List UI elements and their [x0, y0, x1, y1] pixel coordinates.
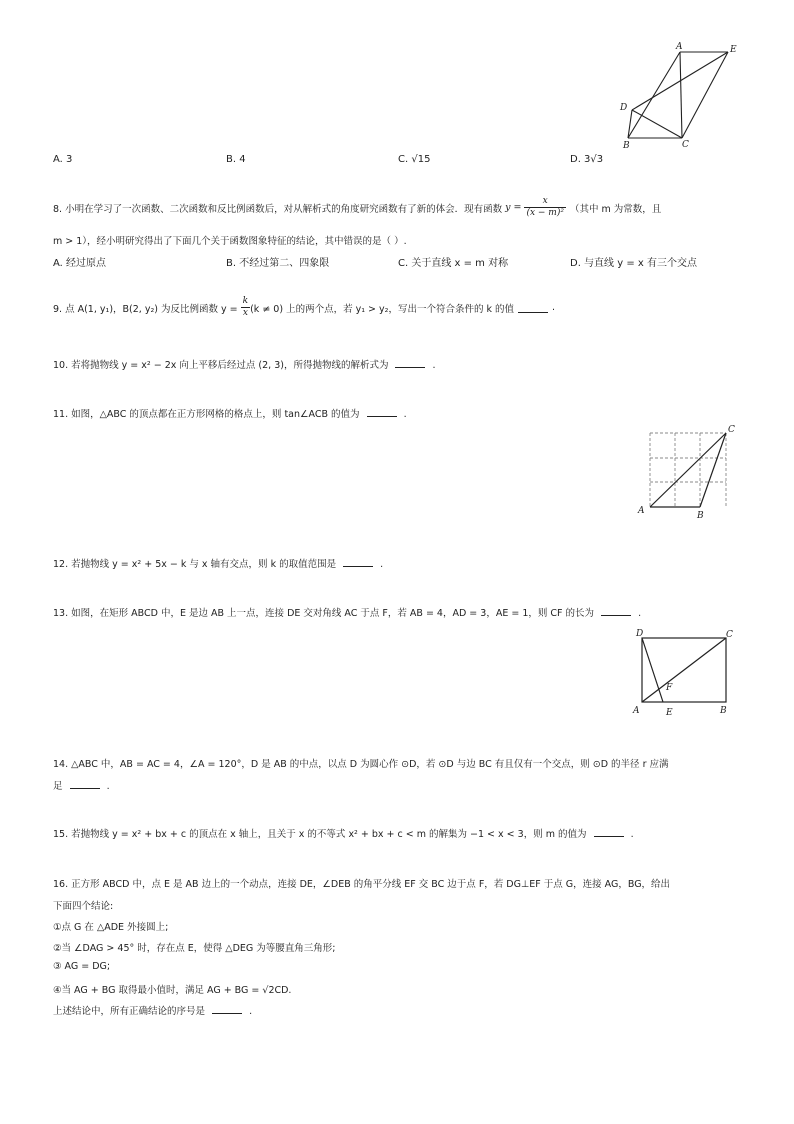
- q13-label-b: B: [720, 706, 727, 716]
- q13-label-c: C: [726, 630, 733, 640]
- q7-label-d: D: [620, 103, 628, 113]
- q13-text: 13. 如图，在矩形 ABCD 中，E 是边 AB 上一点，连接 DE 交对角线 AC 于点 F，若 AB = 4，AD = 3，AE = 1，则 CF 的长为: [53, 608, 595, 619]
- q16-end: .: [249, 1006, 253, 1017]
- q8-text-a: 8. 小明在学习了一次函数、二次函数和反比例函数后，对从解析式的角度研究函数有了新的体会．现有函数: [53, 203, 503, 215]
- q16-text: 上述结论中，所有正确结论的序号是: [53, 1006, 206, 1017]
- q14-text-a: 足: [53, 781, 63, 792]
- q14-line2: [53, 778, 110, 792]
- q9-frac-den: x: [242, 308, 248, 318]
- q12-answer-blank[interactable]: [343, 557, 373, 567]
- q16-line2: 下面四个结论:: [53, 901, 114, 912]
- q9-text-a: 9. 点 A(1, y₁)，B(2, y₂) 为反比例函数 y =: [53, 303, 238, 315]
- q8-text-b: （其中 m 为常数，且: [569, 203, 662, 215]
- q7-option-d: D. 3√3: [570, 154, 604, 165]
- q7-option-a: A. 3: [53, 154, 73, 165]
- q16-conclusion-3: ③ AG = DG;: [53, 961, 111, 972]
- q9-end: .: [552, 302, 556, 313]
- q9-answer-blank[interactable]: [518, 303, 548, 313]
- q9-frac-num: k: [242, 296, 249, 306]
- q7-label-a: A: [676, 42, 683, 52]
- q11-line: [53, 406, 407, 420]
- q7-option-b: B. 4: [226, 154, 246, 165]
- q9-text-b: (k ≠ 0) 上的两个点，若 y₁ > y₂，写出一个符合条件的 k 的值: [250, 303, 514, 315]
- q16-conclusion-2: ②当 ∠DAG > 45° 时，存在点 E，使得 △DEG 为等腰直角三角形;: [53, 943, 336, 954]
- q8-line2: m > 1），经小明研究得出了下面几个关于函数图象特征的结论，其中错误的是（ ）.: [53, 236, 407, 247]
- q14-line1: 14. △ABC 中，AB = AC = 4，∠A = 120°，D 是 AB 的中点，以点 D 为圆心作 ⊙D，若 ⊙D 与边 BC 有且仅有一个交点，则 ⊙D 的半径 r 应满: [53, 759, 669, 770]
- q15-answer-blank[interactable]: [594, 827, 624, 837]
- q13-label-e: E: [666, 708, 673, 718]
- q11-label-a: A: [638, 506, 645, 516]
- q8-option-b: B. 不经过第二、四象限: [226, 258, 330, 269]
- q11-end: .: [403, 409, 407, 420]
- q8-option-d: D. 与直线 y = x 有三个交点: [570, 258, 697, 269]
- q15-text: 15. 若抛物线 y = x² + bx + c 的顶点在 x 轴上，且关于 x 的不等式 x² + bx + c < m 的解集为 −1 < x < 3，则 m 的值为: [53, 829, 587, 840]
- q8-fraction: [524, 196, 566, 219]
- q12-line: [53, 556, 383, 570]
- q15-end: .: [630, 829, 634, 840]
- q15-line: [53, 826, 634, 840]
- q13-end: .: [638, 608, 642, 619]
- q11-figure: [632, 424, 742, 522]
- q13-answer-blank[interactable]: [601, 606, 631, 616]
- q14-answer-blank[interactable]: [70, 779, 100, 789]
- q13-line: [53, 605, 641, 619]
- q7-label-c: C: [682, 140, 689, 150]
- q13-figure: [628, 626, 740, 720]
- q10-line: [53, 357, 436, 371]
- q16-answer-blank[interactable]: [212, 1004, 242, 1014]
- q11-answer-blank[interactable]: [367, 407, 397, 417]
- q13-label-a: A: [633, 706, 640, 716]
- q11-label-c: C: [728, 425, 735, 435]
- q10-answer-blank[interactable]: [395, 358, 425, 368]
- q13-label-d: D: [636, 629, 644, 639]
- q8-option-a: A. 经过原点: [53, 258, 107, 269]
- q16-conclusion-1: ①点 G 在 △ADE 外接圆上;: [53, 922, 169, 933]
- q16-last-line: [53, 1003, 252, 1017]
- q16-line1: 16. 正方形 ABCD 中，点 E 是 AB 边上的一个动点，连接 DE，∠DEB 的角平分线 EF 交 BC 边于点 F，若 DG⊥EF 于点 G，连接 AG，BG，给出: [53, 879, 671, 890]
- q7-label-e: E: [730, 45, 737, 55]
- q16-conclusion-4: ④当 AG + BG 取得最小值时，满足 AG + BG = √2CD.: [53, 985, 292, 996]
- q8-frac-den: (x − m)²: [526, 208, 564, 218]
- q14-end: .: [106, 781, 110, 792]
- q11-label-b: B: [697, 511, 704, 521]
- q9-line: [53, 296, 555, 319]
- q7-figure: [612, 40, 744, 152]
- q8-line1: [53, 196, 661, 219]
- q12-text: 12. 若抛物线 y = x² + 5x − k 与 x 轴有交点，则 k 的取值范围是: [53, 559, 337, 570]
- q9-fraction: [241, 296, 250, 319]
- q7-label-b: B: [623, 141, 630, 151]
- q12-end: .: [380, 559, 384, 570]
- q10-text: 10. 若将抛物线 y = x² − 2x 向上平移后经过点 (2, 3)，所得抛物线的解析式为: [53, 360, 389, 371]
- q7-option-c: C. √15: [398, 154, 431, 165]
- q11-text: 11. 如图，△ABC 的顶点都在正方形网格的格点上，则 tan∠ACB 的值为: [53, 409, 360, 420]
- q10-end: .: [432, 360, 436, 371]
- q8-option-c: C. 关于直线 x = m 对称: [398, 258, 509, 269]
- q13-label-f: F: [666, 683, 673, 693]
- q8-func-y: y =: [505, 202, 522, 213]
- q8-frac-num: x: [524, 196, 566, 208]
